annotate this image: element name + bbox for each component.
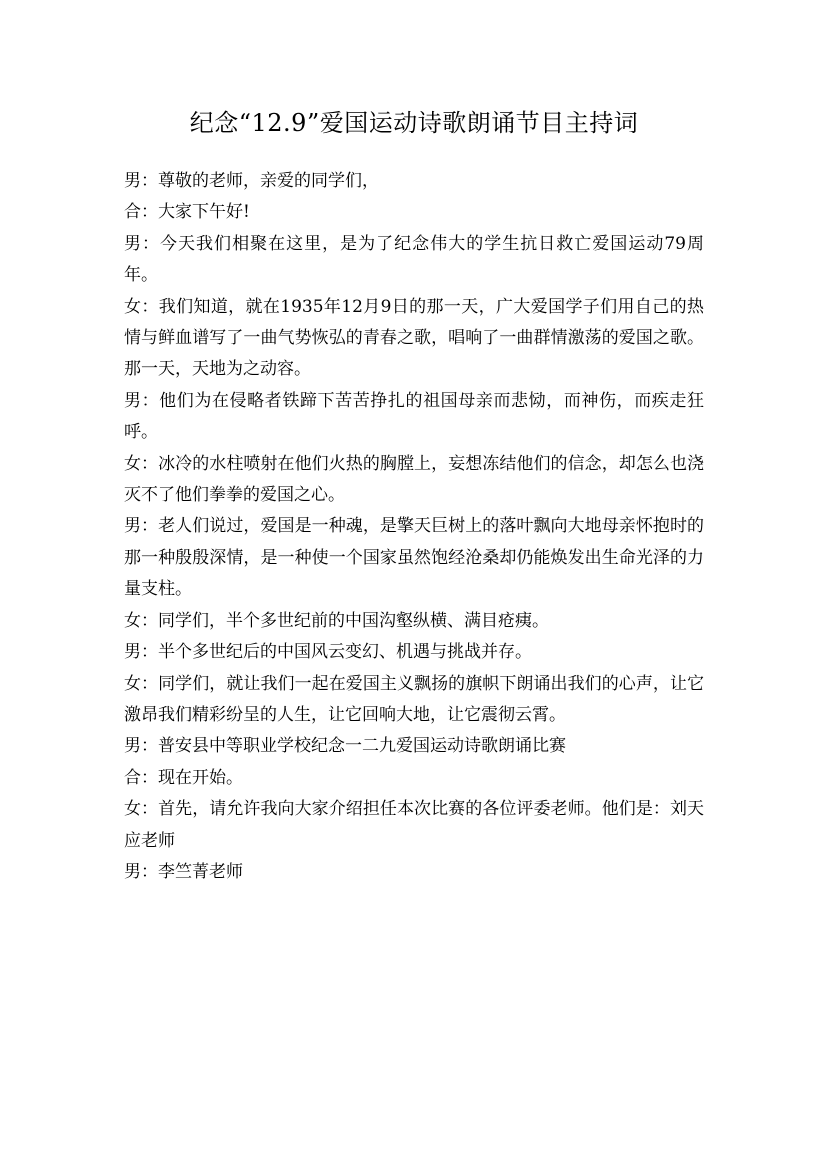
paragraph: 男：老人们说过，爱国是一种魂，是擎天巨树上的落叶飘向大地母亲怀抱时的那一种殷殷深情，是一种使一个国家虽然饱经沧桑却仍能焕发出生命光泽的力量支柱。 xyxy=(124,516,704,600)
document-body xyxy=(124,166,704,888)
paragraph: 合：现在开始。 xyxy=(124,767,243,788)
paragraph: 女：同学们，就让我们一起在爱国主义飘扬的旗帜下朗诵出我们的心声，让它激昂我们精彩纷呈的人生，让它回响大地，让它震彻云霄。 xyxy=(124,673,704,725)
paragraph: 男：李竺菁老师 xyxy=(124,861,243,882)
paragraph: 女：同学们，半个多世纪前的中国沟壑纵横、满目疮痍。 xyxy=(124,610,549,631)
paragraph: 男：普安县中等职业学校纪念一二九爱国运动诗歌朗诵比赛 xyxy=(124,736,566,757)
paragraph: 男：今天我们相聚在这里，是为了纪念伟大的学生抗日救亡爱国运动79周年。 xyxy=(124,233,704,286)
paragraph: 男：尊敬的老师，亲爱的同学们， xyxy=(124,171,379,191)
paragraph: 男：他们为在侵略者铁蹄下苦苦挣扎的祖国母亲而悲恸，而神伤，而疾走狂呼。 xyxy=(124,390,704,443)
paragraph: 女：冰冷的水柱喷射在他们火热的胸膛上，妄想冻结他们的信念，却怎么也浇灭不了他们拳拳的爱国之心。 xyxy=(124,453,704,506)
document-title: 纪念“12.9”爱国运动诗歌朗诵节目主持词 xyxy=(189,109,639,137)
paragraph: 男：半个多世纪后的中国风云变幻、机遇与挑战并存。 xyxy=(124,642,532,663)
document-page xyxy=(124,0,704,888)
paragraph: 女：首先，请允许我向大家介绍担任本次比赛的各位评委老师。他们是：刘天应老师 xyxy=(124,799,704,851)
paragraph: 合：大家下午好! xyxy=(124,202,250,223)
paragraph: 女：我们知道，就在1935年12月9日的那一天，广大爱国学子们用自己的热情与鲜血谱写了一曲气势恢弘的青春之歌，唱响了一曲群情激荡的爱国之歌。那一天，天地为之动容。 xyxy=(124,296,704,380)
